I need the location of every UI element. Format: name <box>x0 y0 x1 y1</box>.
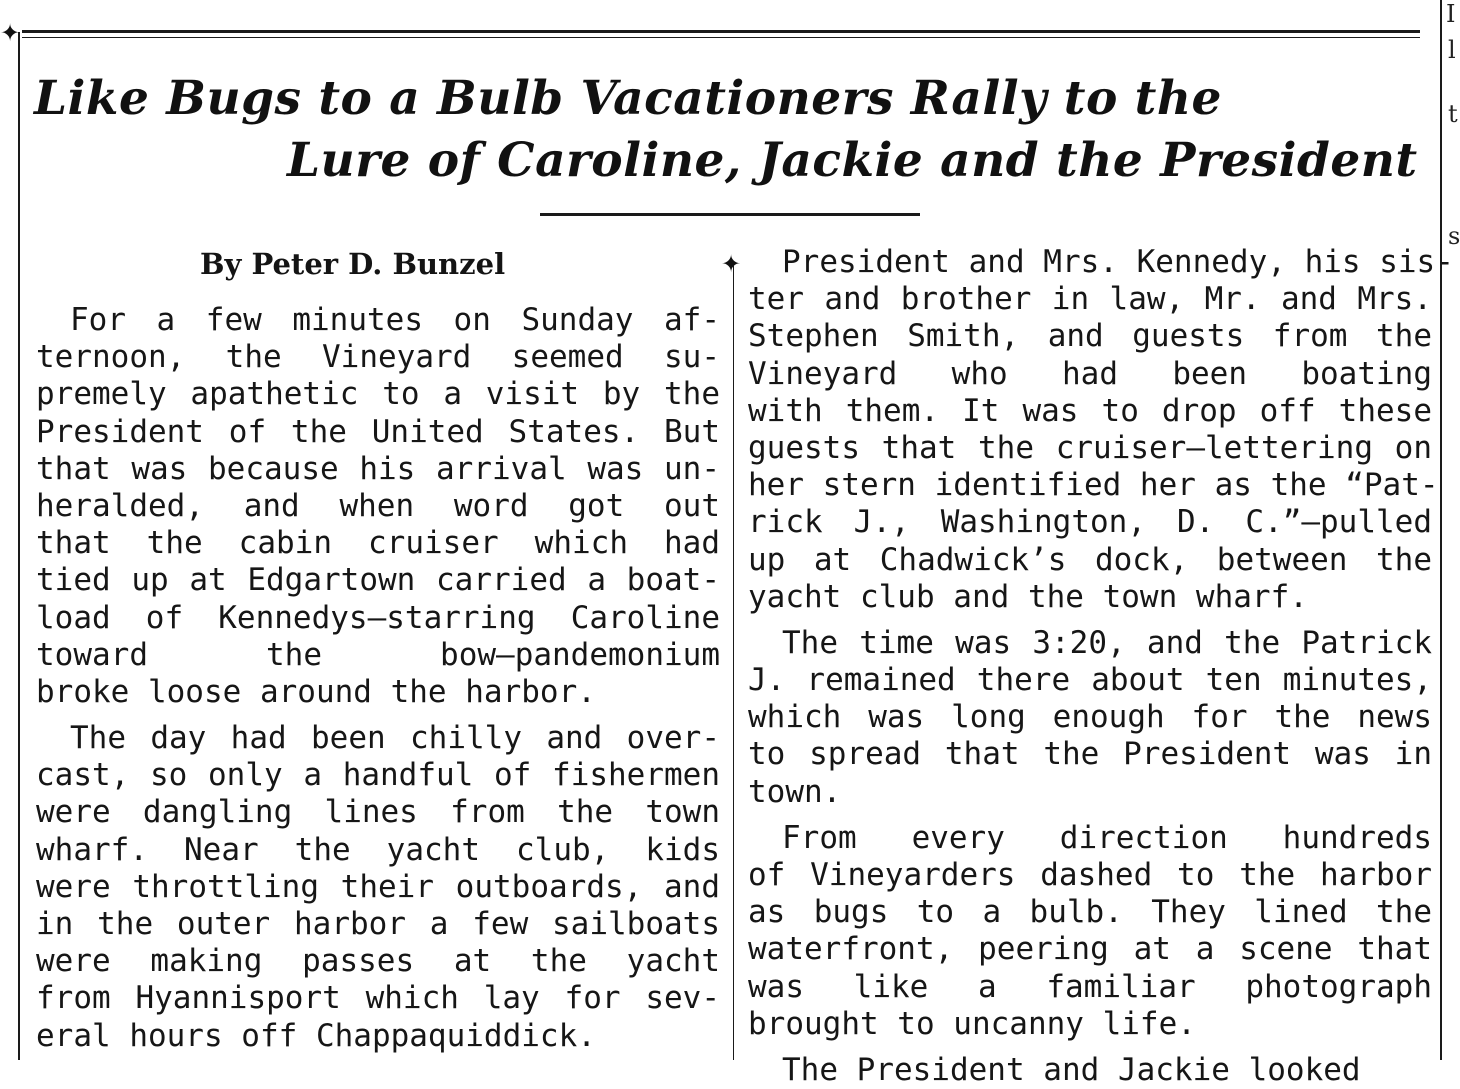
text-line: ter and brother in law, Mr. and Mrs. <box>748 281 1432 318</box>
text-line: from Hyannisport which lay for sev- <box>36 980 720 1017</box>
text-line: guests that the cruiser—lettering on <box>748 429 1432 466</box>
text-line: were making passes at the yacht <box>36 943 720 980</box>
column-left <box>36 302 720 1055</box>
text-line: as bugs to a bulb. They lined the <box>748 894 1432 931</box>
paragraph-gap <box>748 811 1432 820</box>
text-line: with them. It was to drop off these <box>748 392 1432 429</box>
text-line: cast, so only a handful of fishermen <box>36 757 720 794</box>
text-line: premely apathetic to a visit by the <box>36 376 720 413</box>
text-line: up at Chadwick’s dock, between the <box>748 541 1432 578</box>
paragraph-gap <box>36 711 720 720</box>
text-line: eral hours off Chappaquiddick. <box>36 1017 596 1054</box>
text-line: which was long enough for the news <box>748 699 1432 736</box>
text-line: ternoon, the Vineyard seemed su- <box>36 339 720 376</box>
top-rule-thick <box>22 30 1420 33</box>
text-line: was like a familiar photograph <box>748 968 1432 1005</box>
text-line: town. <box>748 773 842 810</box>
text-line: that was because his arrival was un- <box>36 450 720 487</box>
edge-fragment: l <box>1448 36 1456 64</box>
top-rule-thin <box>22 37 1420 38</box>
right-border-rule <box>1440 0 1442 1060</box>
text-line: Stephen Smith, and guests from the <box>748 318 1432 355</box>
text-line: Vineyard who had been boating <box>748 355 1432 392</box>
text-line: J. remained there about ten minutes, <box>748 662 1432 699</box>
text-line: were throttling their outboards, and <box>36 868 720 905</box>
edge-fragment: t <box>1448 100 1458 128</box>
text-line: her stern identified her as the “Pat- <box>748 467 1439 504</box>
text-line: load of Kennedys—starring Caroline <box>36 599 720 636</box>
text-line: yacht club and the town wharf. <box>748 578 1308 615</box>
text-line: heralded, and when word got out <box>36 487 720 524</box>
headline-line-2: Lure of Caroline, Jackie and the President <box>287 133 1418 188</box>
byline: By Peter D. Bunzel <box>200 247 506 281</box>
text-line: in the outer harbor a few sailboats <box>36 906 720 942</box>
edge-fragment: s <box>1448 222 1460 250</box>
text-line: broke loose around the harbor. <box>36 673 596 710</box>
edge-fragment: I <box>1446 0 1456 28</box>
text-line: The time was 3:20, and the Patrick <box>782 624 1432 661</box>
text-line: brought to uncanny life. <box>748 1005 1196 1042</box>
headline-underline <box>540 213 920 216</box>
left-border-rule <box>18 32 20 1060</box>
text-line: President of the United States. But <box>36 413 720 450</box>
text-line: were dangling lines from the town <box>36 794 720 831</box>
column-divider-rule <box>733 262 734 1060</box>
text-line: From every direction hundreds <box>782 819 1432 856</box>
paragraph-gap <box>748 616 1432 625</box>
column-divider-ornament: ✦ <box>721 250 742 278</box>
text-line: The President and Jackie looked <box>782 1051 1361 1088</box>
text-line: The day had been chilly and over- <box>70 720 720 757</box>
text-line: tied up at Edgartown carried a boat- <box>36 562 720 599</box>
text-line: that the cabin cruiser which had <box>36 525 720 562</box>
text-line: of Vineyarders dashed to the harbor <box>748 857 1432 893</box>
text-line: wharf. Near the yacht club, kids <box>36 831 720 868</box>
text-line: For a few minutes on Sunday af- <box>70 302 720 338</box>
text-line: toward the bow—pandemonium <box>36 636 720 673</box>
top-left-ornament: ✦ <box>0 19 21 47</box>
text-line: President and Mrs. Kennedy, his sis- <box>782 244 1454 280</box>
column-right <box>748 244 1454 1089</box>
headline-line-1: Like Bugs to a Bulb Vacationers Rally to the <box>34 71 1222 126</box>
text-line: rick J., Washington, D. C.”—pulled <box>748 504 1432 541</box>
paragraph-gap <box>748 1043 1432 1052</box>
text-line: waterfront, peering at a scene that <box>748 931 1432 968</box>
text-line: to spread that the President was in <box>748 736 1432 773</box>
